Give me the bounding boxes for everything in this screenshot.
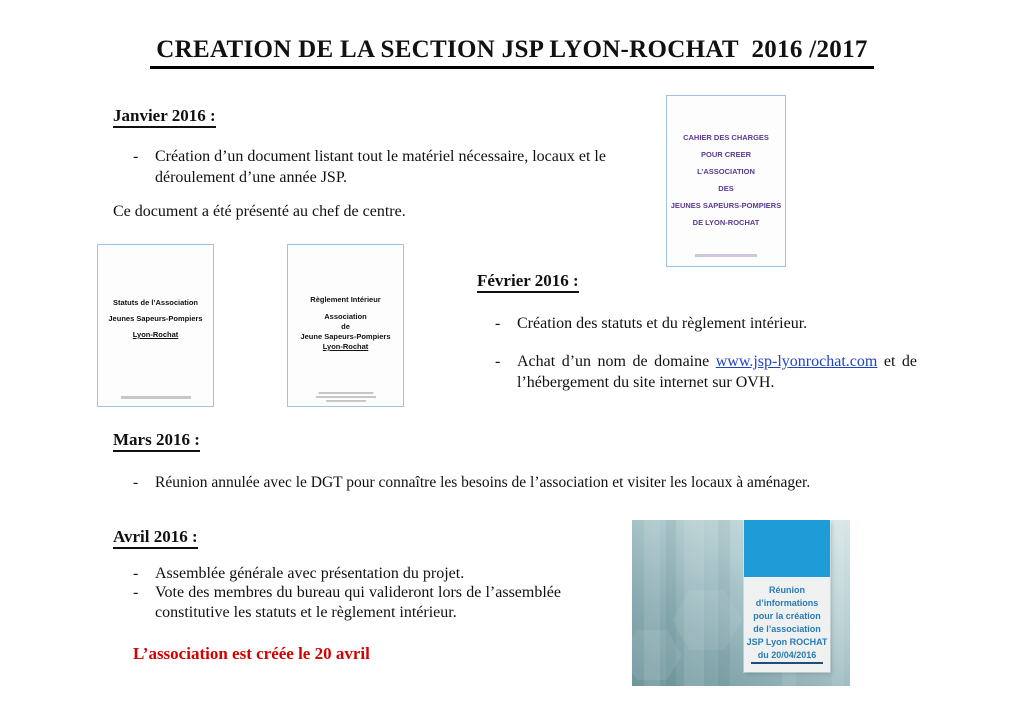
- fineprint-line: [695, 254, 757, 257]
- heading-janvier: Janvier 2016 :: [113, 106, 216, 126]
- slide-card-header-block: [744, 520, 830, 577]
- fineprint-line: [326, 400, 366, 402]
- bullet-dash: -: [133, 474, 139, 491]
- bullet-dash: -: [495, 315, 501, 332]
- mars-bullet-1-text: Réunion annulée avec le DGT pour connaître les besoins de l’association et visiter les locaux à aménager.: [155, 474, 811, 491]
- fineprint-line: [316, 396, 376, 398]
- slide-bg-stripe: [832, 520, 844, 686]
- reunion-slide-thumbnail: [632, 520, 850, 686]
- page-title: CREATION DE LA SECTION JSP LYON-ROCHAT 2016 /2017: [150, 36, 873, 69]
- statuts-thumbnail: [97, 244, 214, 407]
- fineprint-line: [318, 392, 373, 394]
- slide-title-card: [744, 520, 830, 672]
- statuts-cover-text: Statuts de l’Association Jeunes Sapeurs-Pompiers Lyon-Rochat: [108, 298, 203, 339]
- slide-title-text: Réunion d’informations pour la création de l’association JSP Lyon ROCHAT du 20/04/2016: [746, 585, 828, 660]
- fevrier-bullet-1: [495, 313, 925, 334]
- janvier-bullet-1: [133, 146, 627, 188]
- cahier-cover-text: CAHIER DES CHARGES POUR CREER L’ASSOCIATION DES JEUNES SAPEURS-POMPIERS DE LYON-ROCHAT: [670, 133, 782, 227]
- bullet-dash: -: [133, 565, 139, 582]
- avril-bullet-2: [133, 583, 563, 622]
- heading-mars: Mars 2016 :: [113, 430, 200, 450]
- avril-bullet-1-text: Assemblée générale avec présentation du projet.: [155, 565, 465, 582]
- slide-card-rule: [751, 662, 823, 664]
- slide-bg-hexagon: [672, 590, 742, 650]
- fineprint-line: [121, 396, 191, 399]
- avril-bullet-2-text: Vote des membres du bureau qui valideront lors de l’assemblée constitutive les statuts et le règlement intérieur.: [155, 584, 561, 621]
- reglement-thumbnail: [287, 244, 404, 407]
- avril-bullet-1: [133, 564, 593, 583]
- heading-fevrier: Février 2016 :: [477, 271, 579, 291]
- fevrier-bullet-2-text: Achat d’un nom de domaine www.jsp-lyonrochat.com et de l’hébergement du site internet sur OVH.: [517, 353, 917, 391]
- bullet-dash: -: [133, 584, 139, 601]
- domain-link[interactable]: www.jsp-lyonrochat.com: [715, 353, 878, 370]
- fevrier-bullet-2: [495, 351, 921, 393]
- cahier-des-charges-thumbnail: [666, 95, 786, 267]
- janvier-bullet-1-text: Création d’un document listant tout le matériel nécessaire, locaux et le déroulement d’une année JSP.: [155, 148, 606, 186]
- bullet-dash: -: [495, 353, 501, 370]
- heading-avril: Avril 2016 :: [113, 527, 198, 547]
- mars-bullet-1: [133, 472, 943, 493]
- janvier-note: Ce document a été présenté au chef de centre.: [113, 203, 406, 220]
- association-created-highlight: L’association est créée le 20 avril: [133, 644, 370, 663]
- reglement-cover-text: Règlement Intérieur Association de Jeune Sapeurs-Pompiers Lyon-Rochat: [300, 295, 391, 351]
- title-row: [0, 36, 1024, 69]
- bullet-dash: -: [133, 148, 139, 165]
- fevrier-bullet-1-text: Création des statuts et du règlement intérieur.: [517, 315, 808, 332]
